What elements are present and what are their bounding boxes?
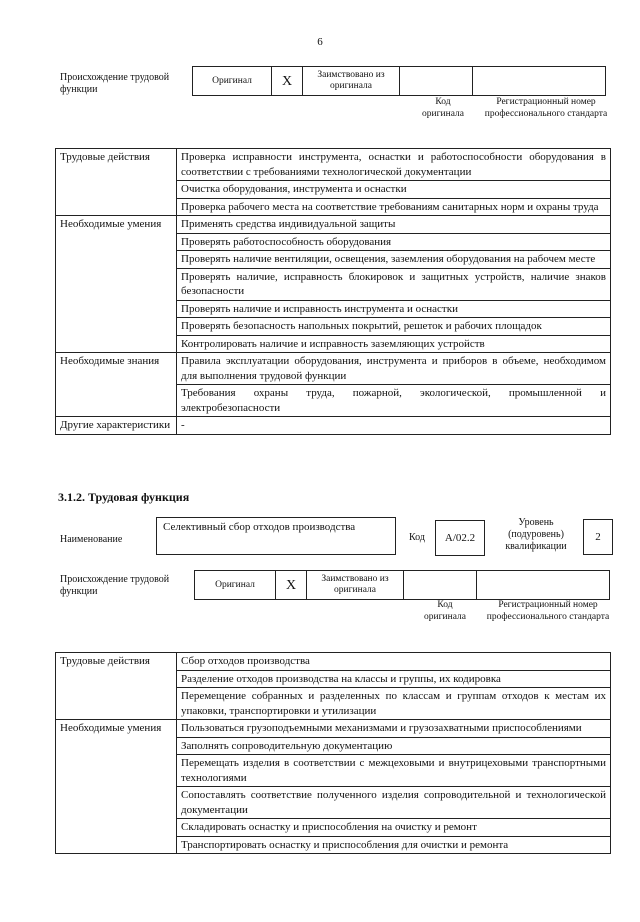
row-text: Сбор отходов производства [177, 653, 611, 671]
original-cell: Оригинал [195, 571, 276, 600]
table-row [56, 353, 611, 385]
row-text: Контролировать наличие и исправность заземляющих устройств [177, 335, 611, 353]
row-head: Необходимые знания [56, 353, 177, 417]
row-text: Требования охраны труда, пожарной, экологической, промышленной и электробезопасности [177, 385, 611, 417]
row-text: Очистка оборудования, инструмента и оснастки [177, 181, 611, 199]
row-text: Проверять наличие, исправность блокировок и защитных устройств, наличие знаков безопасности [177, 268, 611, 300]
code-original-cell [404, 571, 477, 600]
table-row [56, 653, 611, 671]
row-text: Проверка рабочего места на соответствие требованиям санитарных норм и охраны труда [177, 198, 611, 216]
origin-captions [0, 599, 640, 639]
table-row [56, 417, 611, 435]
level-label: Уровень (подуровень) квалификации [505, 517, 567, 552]
row-text: Транспортировать оснастку и приспособления для очистки и ремонта [177, 836, 611, 854]
code-label: Код [409, 532, 425, 543]
code-value: А/02.2 [444, 532, 476, 544]
table-row [56, 720, 611, 738]
labor-actions-table [55, 652, 611, 854]
name-label: Наименование [60, 534, 123, 545]
row-head: Необходимые умения [56, 720, 177, 854]
section-title: 3.1.2. Трудовая функция [58, 490, 190, 504]
level-box [583, 519, 613, 555]
original-mark: X [272, 67, 303, 96]
origin-table [194, 570, 610, 600]
code-original-caption: Код оригинала [424, 600, 466, 622]
page-number: 6 [317, 36, 323, 48]
row-text: Пользоваться грузоподъемными механизмами и грузозахватными приспособлениями [177, 720, 611, 738]
function-name: Селективный сбор отходов производства [163, 521, 356, 533]
reg-number-cell [473, 67, 606, 96]
reg-number-caption: Регистрационный номер профессионального стандарта [486, 600, 610, 622]
original-mark: X [276, 571, 307, 600]
code-box [435, 520, 485, 556]
code-original-cell [400, 67, 473, 96]
row-text: Складировать оснастку и приспособления на очистку и ремонт [177, 819, 611, 837]
table-row [56, 216, 611, 234]
row-text: Применять средства индивидуальной защиты [177, 216, 611, 234]
origin-captions [0, 96, 640, 136]
row-text: Разделение отходов производства на классы и группы, их кодировка [177, 670, 611, 688]
row-text: Проверять безопасность напольных покрытий, решеток и рабочих площадок [177, 318, 611, 336]
row-head: Другие характеристики [56, 417, 177, 435]
borrowed-cell: Заимствовано из оригинала [307, 571, 404, 600]
row-text: Проверять работоспособность оборудования [177, 233, 611, 251]
borrowed-cell: Заимствовано из оригинала [303, 67, 400, 96]
row-text: Сопоставлять соответствие полученного изделия сопроводительной и технологической документации [177, 787, 611, 819]
origin-table [192, 66, 606, 96]
row-head: Трудовые действия [56, 149, 177, 216]
origin-label: Происхождение трудовой функции [60, 72, 170, 95]
row-text: Заполнять сопроводительную документацию [177, 737, 611, 755]
original-cell: Оригинал [193, 67, 272, 96]
row-text: Проверка исправности инструмента, оснастки и работоспособности оборудования в соответствии с требованиями технологической документации [177, 149, 611, 181]
level-value: 2 [595, 531, 601, 543]
row-text: Проверять наличие и исправность инструмента и оснастки [177, 300, 611, 318]
reg-number-cell [477, 571, 610, 600]
row-text: Проверять наличие вентиляции, освещения, заземления оборудования на рабочем месте [177, 251, 611, 269]
row-text: Перемещать изделия в соответствии с межцеховыми и внутрицеховыми транспортными технологиями [177, 755, 611, 787]
table-row [56, 149, 611, 181]
reg-number-caption: Регистрационный номер профессионального стандарта [484, 97, 608, 119]
row-text: - [177, 417, 611, 435]
row-head: Необходимые умения [56, 216, 177, 353]
row-text: Правила эксплуатации оборудования, инструмента и приборов в объеме, необходимом для выполнения трудовой функции [177, 353, 611, 385]
row-text: Перемещение собранных и разделенных по классам и группам отходов к местам их упаковки, транспортировки и утилизации [177, 688, 611, 720]
origin-label: Происхождение трудовой функции [60, 574, 170, 597]
code-original-caption: Код оригинала [422, 97, 464, 119]
function-name-box [156, 517, 396, 555]
row-head: Трудовые действия [56, 653, 177, 720]
labor-actions-table [55, 148, 611, 435]
